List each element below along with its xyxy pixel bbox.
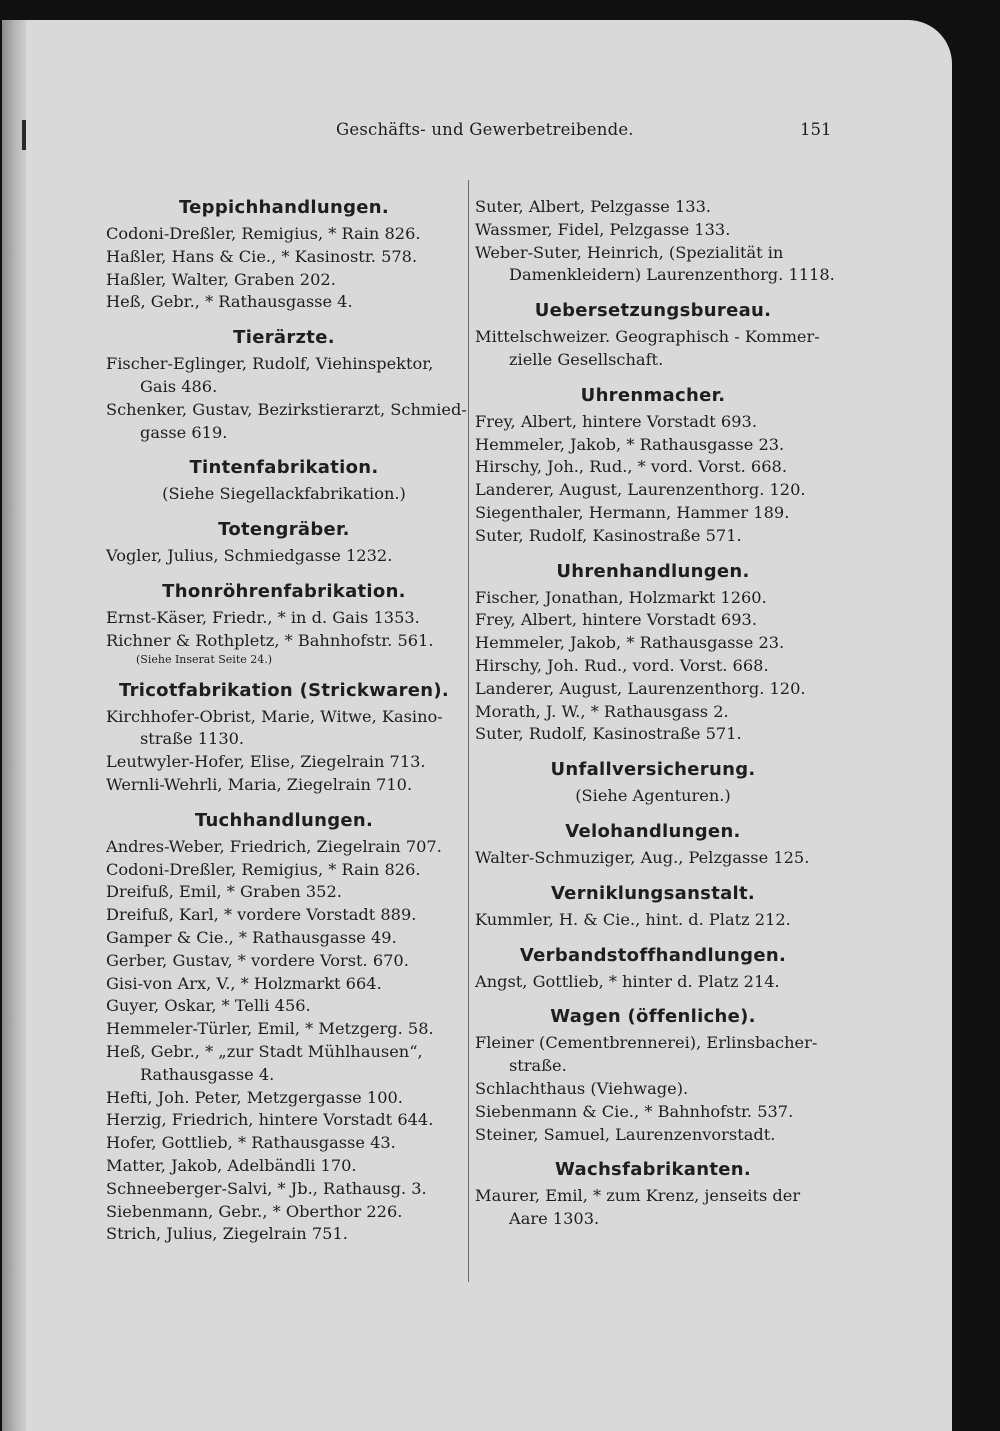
directory-entry: Haßler, Walter, Graben 202. — [106, 269, 336, 289]
directory-entry: Angst, Gottlieb, * hinter d. Platz 214. — [475, 971, 780, 991]
directory-section — [475, 820, 831, 870]
directory-entry: Heß, Gebr., * Rathausgasse 4. — [106, 292, 353, 312]
directory-entry: Fischer-Eglinger, Rudolf, Viehinspektor, — [106, 354, 434, 374]
directory-section — [106, 809, 462, 1246]
directory-entry: Gisi-von Arx, V., * Holzmarkt 664. — [106, 973, 382, 993]
directory-entry: Siebenmann, Gebr., * Oberthor 226. — [106, 1201, 403, 1221]
column-divider — [468, 180, 469, 1282]
directory-entry: Hemmeler, Jakob, * Rathausgasse 23. — [475, 633, 785, 653]
page-number: 151 — [800, 120, 832, 139]
running-head-title: Geschäfts- und Gewerbetreibende. — [336, 120, 634, 139]
directory-entry: Hemmeler, Jakob, * Rathausgasse 23. — [475, 434, 785, 454]
directory-entry: Suter, Albert, Pelzgasse 133. — [475, 197, 712, 216]
directory-entry: Schneeberger-Salvi, * Jb., Rathausg. 3. — [106, 1178, 427, 1198]
directory-entry: Matter, Jakob, Adelbändli 170. — [106, 1155, 357, 1175]
directory-section — [106, 580, 462, 667]
section-heading: Verbandstoffhandlungen. — [519, 944, 787, 966]
section-heading: Tierärzte. — [233, 327, 335, 349]
section-heading: Thonröhrenfabrikation. — [162, 580, 406, 602]
directory-entry: Strich, Julius, Ziegelrain 751. — [106, 1224, 348, 1244]
entry-continuation: Rathausgasse 4. — [140, 1064, 275, 1084]
directory-entry: Leutwyler-Hofer, Elise, Ziegelrain 713. — [106, 752, 426, 772]
directory-entry: Walter-Schmuziger, Aug., Pelzgasse 125. — [475, 847, 810, 867]
directory-section — [475, 1158, 831, 1231]
directory-entry: Hemmeler-Türler, Emil, * Metzgerg. 58. — [106, 1019, 434, 1039]
directory-entry: Siebenmann & Cie., * Bahnhofstr. 537. — [475, 1101, 794, 1121]
directory-entry: Weber-Suter, Heinrich, (Spezialität in — [475, 242, 784, 262]
entry-continuation: straße. — [509, 1056, 567, 1076]
right-column — [475, 196, 835, 1231]
directory-entry: Dreifuß, Karl, * vordere Vorstadt 889. — [106, 905, 417, 925]
directory-entry: Kirchhofer-Obrist, Marie, Witwe, Kasino- — [106, 706, 443, 726]
directory-entry: Morath, J. W., * Rathausgass 2. — [475, 701, 729, 721]
directory-entry: Hefti, Joh. Peter, Metzgergasse 100. — [106, 1087, 403, 1107]
entry-continuation: zielle Gesellschaft. — [509, 349, 664, 369]
section-heading: Teppichhandlungen. — [178, 197, 390, 218]
entry-continuation: gasse 619. — [140, 422, 228, 442]
directory-entry: Suter, Rudolf, Kasinostraße 571. — [475, 724, 742, 744]
directory-entry: Maurer, Emil, * zum Krenz, jenseits der — [475, 1186, 801, 1206]
directory-entry: Codoni-Dreßler, Remigius, * Rain 826. — [106, 224, 421, 243]
directory-entry: Landerer, August, Laurenzenthorg. 120. — [475, 480, 806, 500]
left-column — [106, 196, 467, 1246]
directory-section — [475, 299, 831, 372]
entry-continuation: Gais 486. — [140, 376, 218, 396]
directory-entry: Frey, Albert, hintere Vorstadt 693. — [475, 411, 757, 431]
directory-section — [475, 560, 831, 747]
directory-entry: Hofer, Gottlieb, * Rathausgasse 43. — [106, 1133, 396, 1153]
reference-note: (Siehe Inserat Seite 24.) — [136, 652, 273, 666]
directory-section — [106, 518, 462, 568]
directory-entry: Gerber, Gustav, * vordere Vorst. 670. — [106, 950, 409, 970]
directory-section — [475, 758, 831, 808]
directory-entry: Fleiner (Cementbrennerei), Erlinsbacher- — [475, 1033, 818, 1053]
section-heading: Unfallversicherung. — [550, 759, 756, 781]
directory-entry: Hirschy, Joh., Rud., * vord. Vorst. 668. — [475, 457, 787, 477]
section-heading: Tuchhandlungen. — [194, 809, 374, 831]
directory-entry: Herzig, Friedrich, hintere Vorstadt 644. — [106, 1110, 434, 1130]
directory-section — [475, 944, 831, 994]
directory-section — [106, 456, 462, 506]
section-heading: Velohandlungen. — [565, 820, 741, 842]
section-heading: Uhrenhandlungen. — [556, 560, 750, 582]
directory-entry: Schlachthaus (Viehwage). — [475, 1078, 689, 1098]
section-heading: Wagen (öffenliche). — [550, 1006, 756, 1028]
section-heading: Totengräber. — [218, 519, 350, 541]
directory-entry: (Siehe Agenturen.) — [575, 786, 731, 806]
directory-entry: Suter, Rudolf, Kasinostraße 571. — [475, 525, 742, 545]
directory-entry: Steiner, Samuel, Laurenzenvorstadt. — [475, 1124, 776, 1144]
directory-entry: Codoni-Dreßler, Remigius, * Rain 826. — [106, 859, 421, 879]
directory-entry: Hirschy, Joh. Rud., vord. Vorst. 668. — [475, 655, 769, 675]
directory-entry: Ernst-Käser, Friedr., * in d. Gais 1353. — [106, 607, 420, 627]
directory-entry: Siegenthaler, Hermann, Hammer 189. — [475, 502, 790, 522]
directory-entry: Frey, Albert, hintere Vorstadt 693. — [475, 610, 757, 630]
section-heading: Verniklungsanstalt. — [550, 882, 756, 904]
section-heading: Tintenfabrikation. — [189, 457, 379, 479]
directory-entry: Dreifuß, Emil, * Graben 352. — [106, 882, 342, 902]
section-heading: Uebersetzungsbureau. — [534, 300, 772, 322]
directory-entry: (Siehe Siegellackfabrikation.) — [162, 484, 406, 504]
entry-continuation: Aare 1303. — [509, 1209, 600, 1229]
directory-entry: Guyer, Oskar, * Telli 456. — [106, 996, 311, 1016]
directory-section — [475, 196, 835, 287]
entry-continuation: Damenkleidern) Laurenzenthorg. 1118. — [509, 265, 835, 285]
section-heading: Tricotfabrikation (Strickwaren). — [118, 679, 450, 701]
running-head — [2, 120, 952, 144]
section-heading: Uhrenmacher. — [580, 384, 726, 406]
directory-entry: Schenker, Gustav, Bezirkstierarzt, Schmied- — [106, 399, 467, 419]
directory-entry: Andres-Weber, Friedrich, Ziegelrain 707. — [106, 836, 442, 856]
directory-section — [475, 1005, 831, 1146]
directory-section — [106, 679, 462, 797]
directory-section — [475, 882, 831, 932]
book-binding-edge — [2, 20, 26, 1431]
directory-entry: Wernli-Wehrli, Maria, Ziegelrain 710. — [106, 774, 413, 794]
directory-entry: Mittelschweizer. Geographisch - Kommer- — [475, 327, 820, 347]
directory-entry: Fischer, Jonathan, Holzmarkt 1260. — [475, 587, 767, 607]
directory-entry: Vogler, Julius, Schmiedgasse 1232. — [106, 546, 393, 566]
directory-entry: Kummler, H. & Cie., hint. d. Platz 212. — [475, 909, 791, 929]
directory-entry: Wassmer, Fidel, Pelzgasse 133. — [475, 219, 731, 239]
directory-section — [106, 196, 462, 314]
directory-entry: Richner & Rothpletz, * Bahnhofstr. 561. — [106, 630, 434, 650]
directory-entry: Landerer, August, Laurenzenthorg. 120. — [475, 678, 806, 698]
directory-entry: Heß, Gebr., * „zur Stadt Mühlhausen“, — [106, 1041, 423, 1061]
entry-continuation: straße 1130. — [140, 729, 245, 749]
directory-entry: Gamper & Cie., * Rathausgasse 49. — [106, 927, 397, 947]
section-heading: Wachsfabrikanten. — [555, 1159, 751, 1181]
document-page — [2, 20, 952, 1431]
directory-section — [475, 384, 831, 548]
directory-section — [106, 326, 467, 444]
directory-entry: Haßler, Hans & Cie., * Kasinostr. 578. — [106, 246, 418, 266]
